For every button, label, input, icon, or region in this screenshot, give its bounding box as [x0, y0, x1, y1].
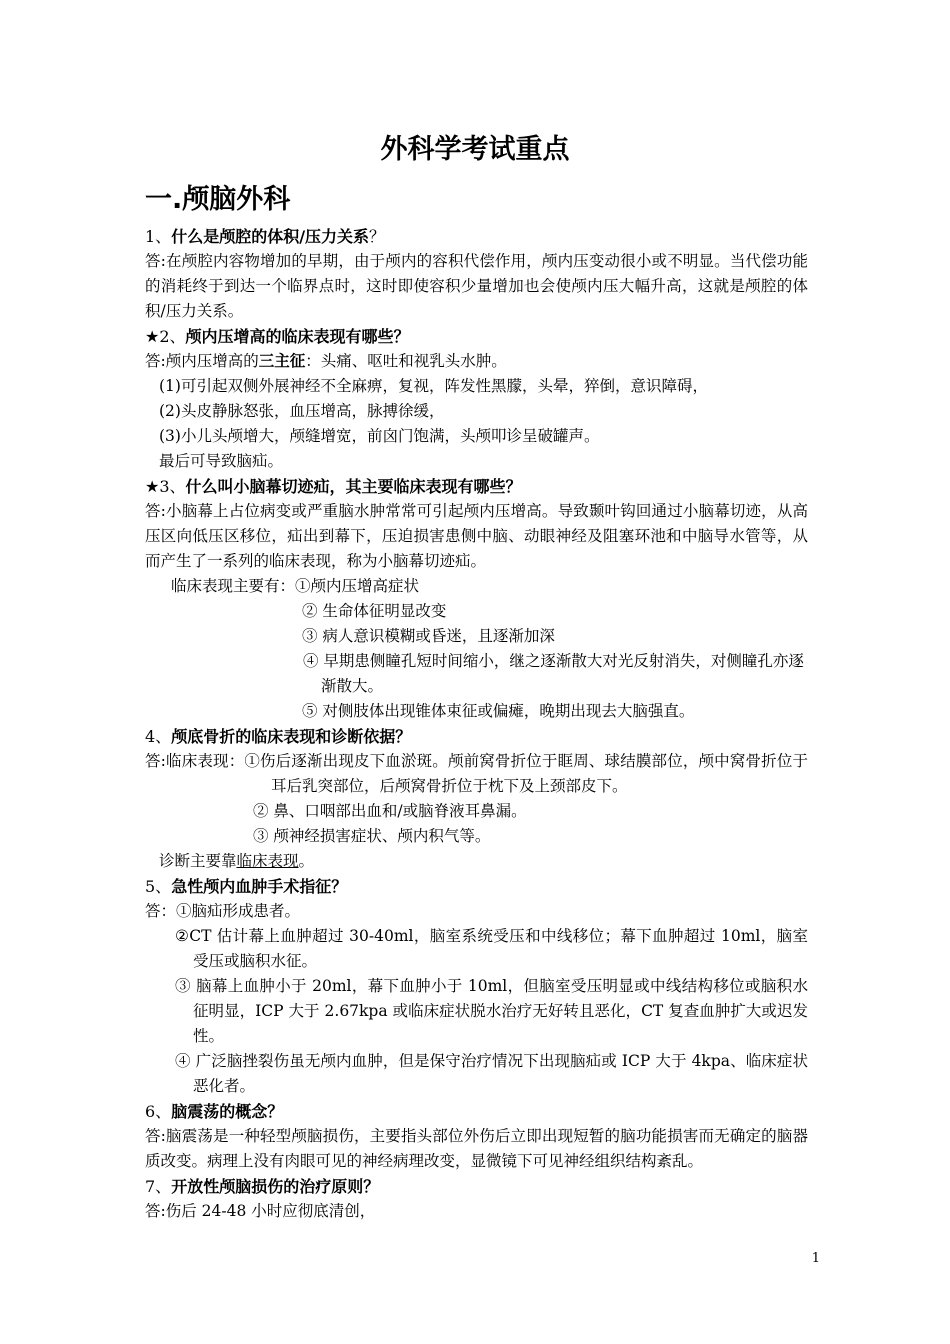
answer-1: 答:在颅腔内容物增加的早期，由于颅内的容积代偿作用，颅内压变动很小或不明显。当代偿功能的消耗终于到达一个临界点时，这时即使容积少量增加也会使颅内压大幅升高，这就是颅腔的体积/压力关系。 [145, 252, 808, 320]
answer-4: 答:临床表现：①伤后逐渐出现皮下血淤斑。颅前窝骨折位于眶周、球结膜部位，颅中窝骨折位于耳后乳突部位，后颅窝骨折位于枕下及上颈部皮下。 [145, 752, 808, 795]
list-item: (3)小儿头颅增大，颅缝增宽，前囟门饱满，头颅叩诊呈破罐声。 [159, 427, 600, 445]
answer-2-ending: 最后可导致脑疝。 [159, 452, 284, 470]
answer-7: 答:伤后 24-48 小时应彻底清创， [145, 1202, 376, 1220]
section-heading: 一.颅脑外科 [145, 184, 291, 215]
question-7: 7、开放性颅脑损伤的治疗原则？ [145, 1177, 380, 1196]
document-title: 外科学考试重点 [380, 134, 570, 165]
answer-2: 答:颅内压增高的三主征：头痛、呕吐和视乳头水肿。 [145, 352, 507, 370]
answer-5: 答：①脑疝形成患者。 [145, 902, 301, 920]
list-item: ② 鼻、口咽部出血和/或脑脊液耳鼻漏。 [253, 802, 527, 820]
list-item: (1)可引起双侧外展神经不全麻痹，复视，阵发性黑朦，头晕，猝倒，意识障碍， [159, 377, 708, 395]
list-item: ② 生命体征明显改变 [302, 602, 447, 620]
list-item: ③ 病人意识模糊或昏迷，且逐渐加深 [302, 627, 555, 645]
question-6: 6、脑震荡的概念？ [145, 1102, 284, 1121]
list-item: ②CT 估计幕上血肿超过 30-40ml，脑室系统受压和中线移位；幕下血肿超过 10ml，脑室受压或脑积水征。 [175, 927, 808, 970]
document-body [145, 224, 808, 1224]
list-item: ③ 颅神经损害症状、颅内积气等。 [253, 827, 491, 845]
list-item: ③ 脑幕上血肿小于 20ml，幕下血肿小于 10ml，但脑室受压明显或中线结构移位或脑积水征明显，ICP 大于 2.67kpa 或临床症状脱水治疗无好转且恶化，CT 复查血肿扩大或迟发性。 [175, 977, 808, 1045]
list-item: (2)头皮静脉怒张，血压增高，脉搏徐缓， [159, 402, 445, 420]
list-item: ④ 早期患侧瞳孔短时间缩小，继之逐渐散大对光反射消失，对侧瞳孔亦逐渐散大。 [303, 652, 804, 695]
page-number: 1 [811, 1251, 820, 1266]
question-4: 4、颅底骨折的临床表现和诊断依据？ [145, 727, 412, 746]
question-1: 1、什么是颅腔的体积/压力关系？ [145, 227, 386, 246]
answer-3: 答:小脑幕上占位病变或严重脑水肿常常可引起颅内压增高。导致颞叶钩回通过小脑幕切迹，从高压区向低压区移位，疝出到幕下，压迫损害患侧中脑、动眼神经及阻塞环池和中脑导水管等，从而产生了一系列的临床表现，称为小脑幕切迹疝。 [145, 502, 808, 570]
answer-4-diagnosis: 诊断主要靠临床表现。 [159, 852, 315, 870]
answer-3-label: 临床表现主要有：①颅内压增高症状 [171, 577, 420, 595]
answer-6: 答:脑震荡是一种轻型颅脑损伤，主要指头部位外伤后立即出现短暂的脑功能损害而无确定的脑器质改变。病理上没有肉眼可见的神经病理改变，显微镜下可见神经组织结构紊乱。 [145, 1127, 808, 1170]
question-2: ★2、颅内压增高的临床表现有哪些？ [145, 327, 410, 346]
question-3: ★3、什么叫小脑幕切迹疝，其主要临床表现有哪些？ [145, 477, 522, 496]
list-item: ④ 广泛脑挫裂伤虽无颅内血肿，但是保守治疗情况下出现脑疝或 ICP 大于 4kpa、临床症状恶化者。 [175, 1052, 808, 1095]
list-item: ⑤ 对侧肢体出现锥体束征或偏瘫，晚期出现去大脑强直。 [302, 702, 695, 720]
question-5: 5、急性颅内血肿手术指征？ [145, 877, 348, 896]
